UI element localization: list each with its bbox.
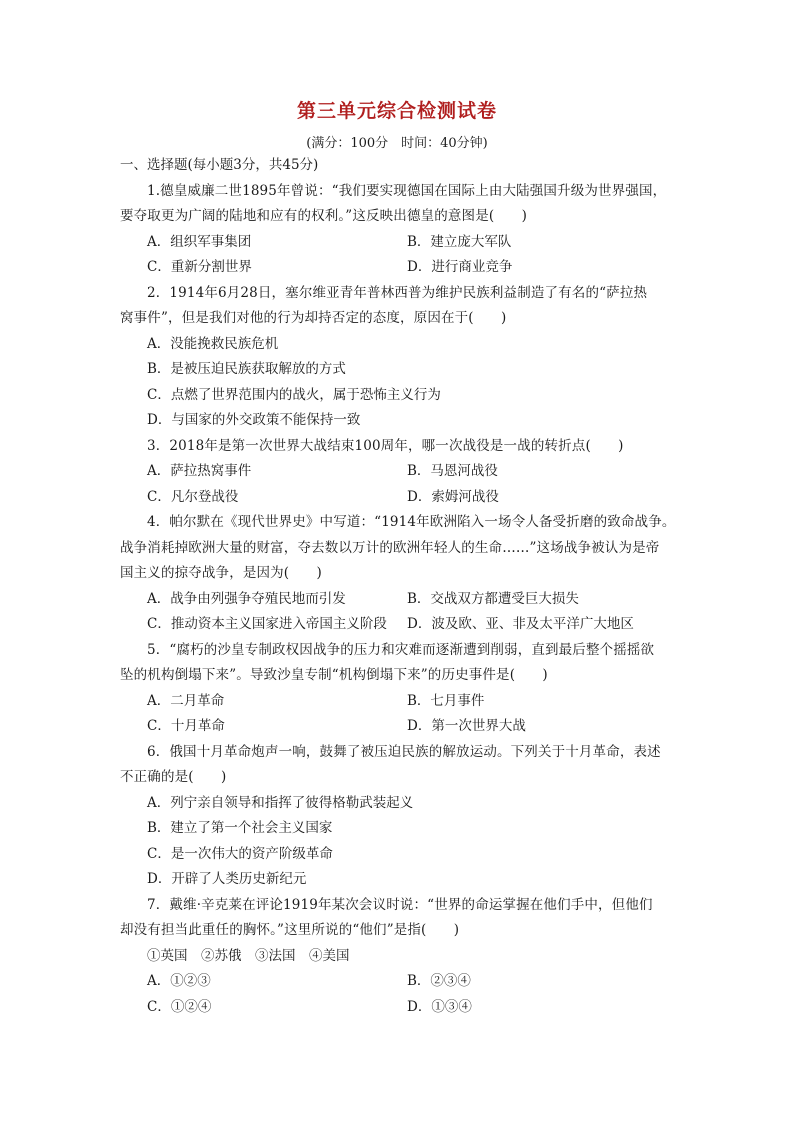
option-c[interactable]: C．凡尔登战役 [147,488,239,505]
question-2-line-2: 窝事件”，但是我们对他的行为却持否定的态度，原因在于( ) [120,310,507,326]
option-a[interactable]: A．萨拉热窝事件 [147,463,252,479]
question-3-line-1: 3．2018年是第一次世界大战结束100周年，哪一次战役是一战的转折点( ) [147,437,624,454]
question-3-options-row-1 [120,459,680,485]
option-b[interactable]: B．是被压迫民族获取解放的方式 [147,361,346,377]
question-7-options-row-2 [120,995,680,1021]
question-6-line-1: 6．俄国十月革命炮声一响，鼓舞了被压迫民族的解放运动。下列关于十月革命，表述 [147,743,661,760]
question-1-line-1: 1.德皇威廉二世1895年曾说：“我们要实现德国在国际上由大陆强国升级为世界强国， [147,182,667,199]
option-b[interactable]: B．交战双方都遭受巨大损失 [407,590,579,607]
question-1-options-row-1 [120,230,680,256]
option-c[interactable]: C．是一次伟大的资产阶级革命 [147,845,333,862]
option-b[interactable]: B．建立了第一个社会主义国家 [147,820,333,836]
question-3-options-row-2 [120,485,680,511]
question-4-line-1: 4．帕尔默在《现代世界史》中写道：“1914年欧洲陷入一场令人备受折磨的致命战争。 [147,514,676,530]
page-title: 第三单元综合检测试卷 [296,100,497,122]
question-2-line-1: 2．1914年6月28日，塞尔维亚青年普林西普为维护民族利益制造了有名的“萨拉热 [147,284,648,301]
question-5-line-2: 坠的机构倒塌下来”。导致沙皇专制“机构倒塌下来”的历史事件是( ) [120,667,548,683]
option-b[interactable]: B．马恩河战役 [407,463,498,479]
option-a[interactable]: A．组织军事集团 [147,233,252,250]
option-c[interactable]: C．①②④ [147,998,212,1015]
question-5-line-1: 5．“腐朽的沙皇专制政权因战争的压力和灾难而逐渐遭到削弱，直到最后整个摇摇欲 [147,641,655,658]
question-4-line-3: 国主义的掠夺战争，是因为( ) [120,565,322,581]
question-6-line-2: 不正确的是( ) [120,769,227,785]
option-c[interactable]: C．十月革命 [147,718,225,734]
question-7-sub-items: ①英国 ②苏俄 ③法国 ④美国 [147,947,350,964]
question-5-options-row-2 [120,714,680,740]
option-d[interactable]: D．与国家的外交政策不能保持一致 [147,412,361,428]
section-heading: 一、选择题(每小题3分，共45分) [120,157,319,173]
option-c[interactable]: C．重新分割世界 [147,259,252,275]
question-1-line-2: 要夺取更为广阔的陆地和应有的权利。”这反映出德皇的意图是( ) [120,208,527,224]
option-d[interactable]: D．索姆河战役 [407,488,499,505]
option-d[interactable]: D．开辟了人类历史新纪元 [147,871,307,887]
option-d[interactable]: D．第一次世界大战 [407,718,526,734]
option-b[interactable]: B．②③④ [407,973,471,989]
option-a[interactable]: A．没能挽救民族危机 [147,335,279,352]
question-7-options-row-1 [120,969,680,995]
option-a[interactable]: A．列宁亲自领导和指挥了彼得格勒武装起义 [147,794,414,811]
option-d[interactable]: D．波及欧、亚、非及太平洋广大地区 [407,616,634,632]
question-7-line-2: 却没有担当此重任的胸怀。”这里所说的“他们”是指( ) [120,922,460,938]
question-1-options-row-2 [120,255,680,281]
option-a[interactable]: A．二月革命 [147,692,225,709]
option-b[interactable]: B．七月事件 [407,692,485,709]
exam-info: (满分：100分 时间：40分钟) [306,136,488,151]
option-a[interactable]: A．战争由列强争夺殖民地而引发 [147,590,346,607]
question-4-line-2: 战争消耗掉欧洲大量的财富，夺去数以万计的欧洲年轻人的生命……”这场战争被认为是帝 [120,539,660,556]
option-a[interactable]: A．①②③ [147,973,211,989]
option-b[interactable]: B．建立庞大军队 [407,233,512,250]
option-d[interactable]: D．①③④ [407,998,472,1015]
question-4-options-row-2 [120,612,680,638]
exam-content [120,153,680,1020]
question-4-options-row-1 [120,587,680,613]
option-d[interactable]: D．进行商业竞争 [407,259,513,275]
question-7-line-1: 7．戴维·辛克莱在评论1919年某次会议时说：“世界的命运掌握在他们手中，但他们 [147,896,653,913]
option-c[interactable]: C．点燃了世界范围内的战火，属于恐怖主义行为 [147,386,441,403]
question-5-options-row-1 [120,689,680,715]
option-c[interactable]: C．推动资本主义国家进入帝国主义阶段 [147,616,387,632]
